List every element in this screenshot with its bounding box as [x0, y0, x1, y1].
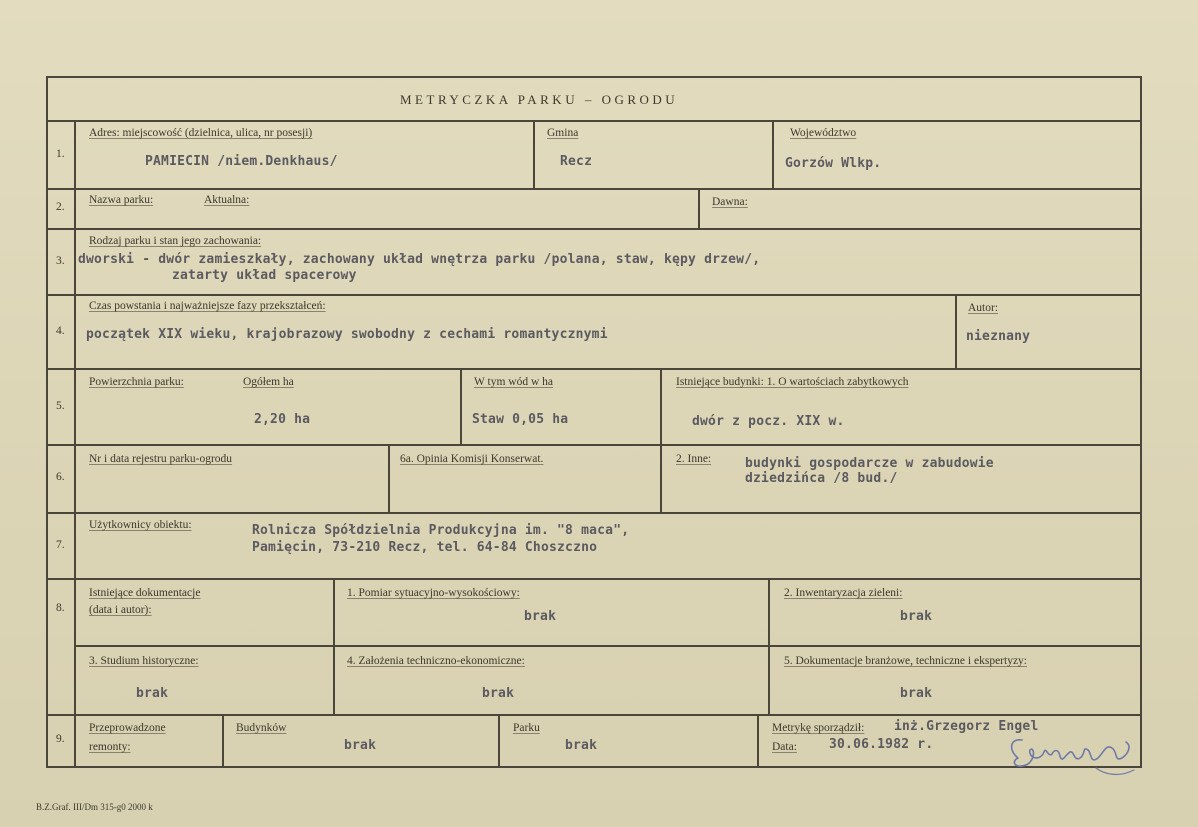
tech-economic-value: brak	[482, 686, 515, 701]
author-value: nieznany	[966, 329, 1031, 344]
total-area-value: 2,20 ha	[254, 412, 311, 427]
row-sep-8a	[74, 645, 1140, 647]
div-r9-b	[498, 714, 500, 768]
row-number-4: 4.	[56, 325, 65, 337]
address-label: Adres: miejscowość (dzielnica, ulica, nr posesji)	[89, 127, 313, 139]
row-sep-7	[46, 578, 1142, 580]
frame-top	[46, 76, 1142, 78]
div-r8-a	[333, 578, 335, 716]
historical-study-label: 3. Studium historyczne:	[89, 655, 199, 667]
div-r2	[698, 188, 700, 230]
period-label: Czas powstania i najważniejsze fazy przekształceń:	[89, 300, 326, 312]
water-area-label: W tym wód w ha	[474, 376, 554, 388]
row-sep-3	[46, 294, 1142, 296]
historic-buildings-value: dwór z pocz. XIX w.	[692, 414, 845, 429]
gmina-label: Gmina	[547, 127, 579, 139]
users-value-1: Rolnicza Spółdzielnia Produkcyjna im. "8 maca",	[252, 523, 630, 538]
row-number-3: 3.	[56, 255, 65, 267]
row-number-2: 2.	[56, 201, 65, 213]
div-r9-c	[757, 714, 759, 768]
date-label: Data:	[772, 741, 797, 753]
branch-docs-label: 5. Dokumentacje branżowe, techniczne i ekspertyzy:	[784, 655, 1027, 667]
period-value: początek XIX wieku, krajobrazowy swobodny z cechami romantycznymi	[86, 327, 608, 342]
park-type-value-2: zatarty układ spacerowy	[172, 268, 357, 283]
branch-docs-value: brak	[900, 686, 933, 701]
docs-label-2: (data i autor):	[89, 604, 152, 616]
gmina-value: Recz	[560, 154, 593, 169]
repairs-buildings-label: Budynków	[236, 722, 287, 734]
water-area-value: Staw 0,05 ha	[472, 412, 569, 427]
author-label: Autor:	[968, 302, 999, 314]
row-number-6: 6.	[56, 471, 65, 483]
row-sep-title	[46, 120, 1142, 122]
handwritten-signature	[1000, 728, 1140, 788]
row-sep-2	[46, 228, 1142, 230]
other-buildings-value-2: dziedzińca /8 bud./	[745, 471, 898, 486]
div-r1-a	[533, 120, 535, 190]
historic-buildings-label: Istniejące budynki: 1. O wartościach zabytkowych	[676, 376, 909, 388]
historical-study-value: brak	[136, 686, 169, 701]
div-r4	[955, 294, 957, 370]
frame-left	[46, 76, 48, 768]
row-number-8: 8.	[56, 602, 65, 614]
row-number-7: 7.	[56, 539, 65, 551]
former-name-label: Dawna:	[712, 196, 748, 208]
docs-label: Istniejące dokumentacje	[89, 587, 201, 599]
other-buildings-label: 2. Inne:	[676, 453, 712, 465]
users-label: Użytkownicy obiektu:	[89, 519, 192, 531]
row-number-9: 9.	[56, 733, 65, 745]
survey-value: brak	[524, 609, 557, 624]
survey-label: 1. Pomiar sytuacyjno-wysokościowy:	[347, 587, 520, 599]
park-type-value-1: dworski - dwór zamieszkały, zachowany układ wnętrza parku /polana, staw, kępy drzew/,	[78, 252, 761, 267]
div-r5-a	[460, 368, 462, 446]
prepared-by-label: Metrykę sporządził:	[772, 722, 865, 734]
current-name-label: Aktualna:	[204, 194, 250, 206]
div-r9-a	[222, 714, 224, 768]
register-label: Nr i data rejestru parku-ogrodu	[89, 453, 233, 465]
park-type-label: Rodzaj parku i stan jego zachowania:	[89, 235, 262, 247]
row-sep-6	[46, 512, 1142, 514]
tech-economic-label: 4. Założenia techniczno-ekonomiczne:	[347, 655, 525, 667]
other-buildings-value-1: budynki gospodarcze w zabudowie	[745, 456, 994, 471]
frame-right	[1140, 76, 1142, 768]
form-title: METRYCZKA PARKU – OGRODU	[400, 92, 679, 107]
conservator-opinion-label: 6a. Opinia Komisji Konserwat.	[400, 453, 544, 465]
row-number-1: 1.	[56, 148, 65, 160]
repairs-park-label: Parku	[513, 722, 540, 734]
address-value: PAMIECIN /niem.Denkhaus/	[145, 154, 338, 169]
area-label: Powierzchnia parku:	[89, 376, 184, 388]
voivodeship-value: Gorzów Wlkp.	[785, 156, 882, 171]
row-number-5: 5.	[56, 400, 65, 412]
prepared-by-value: inż.Grzegorz Engel	[894, 719, 1039, 734]
div-r5-b	[660, 368, 662, 514]
date-value: 30.06.1982 r.	[829, 737, 934, 752]
repairs-park-value: brak	[565, 738, 598, 753]
row-sep-4	[46, 368, 1142, 370]
div-r6	[388, 444, 390, 514]
repairs-label: Przeprowadzone	[89, 722, 166, 734]
div-r1-b	[772, 120, 774, 190]
print-footer: B.Z.Graf. III/Dm 315-g0 2000 k	[36, 802, 153, 812]
repairs-buildings-value: brak	[344, 738, 377, 753]
repairs-label-2: remonty:	[89, 741, 131, 753]
row-sep-8	[46, 714, 1142, 716]
park-name-label: Nazwa parku:	[89, 194, 154, 206]
greenery-inventory-label: 2. Inwentaryzacja zieleni:	[784, 587, 903, 599]
greenery-inventory-value: brak	[900, 609, 933, 624]
voivodeship-label: Województwo	[790, 127, 857, 139]
total-area-label: Ogółem ha	[243, 376, 294, 388]
row-sep-1	[46, 188, 1142, 190]
frame-bottom	[46, 766, 1142, 768]
users-value-2: Pamięcin, 73-210 Recz, tel. 64-84 Choszczno	[252, 540, 598, 555]
row-sep-5	[46, 444, 1142, 446]
div-r8-b	[768, 578, 770, 716]
